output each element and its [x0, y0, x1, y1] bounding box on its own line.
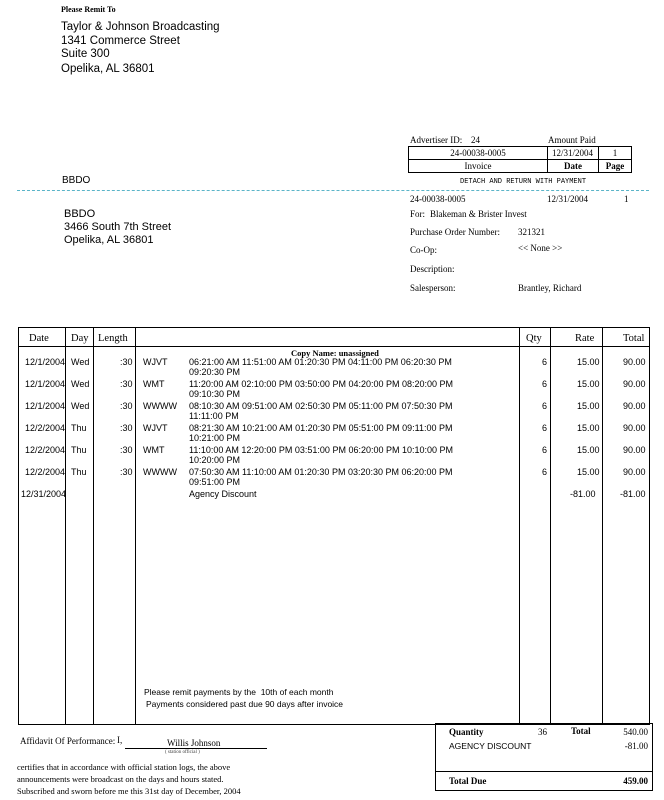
station-official-caption: ( station official ): [165, 750, 200, 755]
row-day: Wed: [71, 357, 90, 367]
table-row: [19, 445, 649, 467]
row-rate: 15.00: [577, 467, 600, 477]
row-qty: 6: [542, 467, 548, 477]
row-length: :30: [120, 379, 133, 389]
agency-discount-value: -81.00: [624, 741, 648, 751]
row-date: 12/2/2004: [25, 445, 66, 455]
row-times-cont: 10:20:00 PM: [189, 455, 241, 465]
row-length: :30: [120, 401, 133, 411]
row-date: 12/2/2004: [25, 467, 66, 477]
row-rate: 15.00: [577, 401, 600, 411]
row-qty: 6: [542, 379, 548, 389]
row-day: Thu: [71, 445, 87, 455]
total-label: Total: [571, 726, 591, 736]
line-items-table: [18, 327, 650, 725]
detach-text: DETACH AND RETURN WITH PAYMENT: [460, 178, 587, 186]
row-station: WWWW: [143, 467, 177, 477]
past-due-note: Payments considered past due 90 days after invoice: [146, 699, 344, 709]
affidavit-line: certifies that in accordance with official station logs, the above: [17, 762, 231, 772]
row-times-cont: 10:21:00 PM: [189, 433, 241, 443]
row-total: 90.00: [623, 467, 646, 477]
discount-total: -81.00: [620, 489, 646, 499]
table-row: [19, 357, 649, 379]
billto-line: 3466 South 7th Street: [64, 221, 172, 233]
row-length: :30: [120, 423, 133, 433]
affidavit-name: Willis Johnson: [167, 738, 221, 748]
salesperson-label: Salesperson:: [410, 283, 456, 293]
totals-box: [435, 723, 653, 791]
row-total: 90.00: [623, 379, 646, 389]
payment-stub-table: [408, 146, 632, 173]
row-station: WJVT: [143, 357, 168, 367]
po-label: Purchase Order Number:: [410, 227, 500, 237]
col-header-date: Date: [29, 333, 49, 344]
table-row: [19, 467, 649, 489]
row-day: Wed: [71, 379, 90, 389]
po-value: 321321: [518, 227, 545, 237]
stub-invoice-label: Invoice: [409, 160, 548, 173]
row-times: 11:20:00 AM 02:10:00 PM 03:50:00 PM 04:20:00 PM 08:20:00 PM: [189, 379, 454, 389]
agency-discount-label: AGENCY DISCOUNT: [449, 741, 532, 751]
stub-invoice-number: 24-00038-0005: [409, 147, 548, 160]
details-date: 12/31/2004: [547, 194, 589, 204]
billto-line: BBDO: [64, 208, 96, 220]
row-times-cont: 09:10:30 PM: [189, 389, 241, 399]
for-value: Blakeman & Brister Invest: [430, 209, 527, 219]
discount-label: Agency Discount: [189, 489, 257, 499]
row-times: 07:50:30 AM 11:10:00 AM 01:20:30 PM 03:20:30 PM 06:20:00 PM: [189, 467, 453, 477]
discount-row: [19, 489, 649, 511]
copy-name: Copy Name: unassigned: [291, 348, 379, 358]
row-date: 12/1/2004: [25, 401, 66, 411]
table-row: [19, 401, 649, 423]
row-times: 06:21:00 AM 11:51:00 AM 01:20:30 PM 04:11:00 PM 06:20:30 PM: [189, 357, 452, 367]
row-day: Thu: [71, 423, 87, 433]
payment-terms-note: Please remit payments by the 10th of each month: [144, 687, 334, 697]
row-length: :30: [120, 445, 133, 455]
details-page: 1: [624, 194, 629, 204]
row-rate: 15.00: [577, 445, 600, 455]
row-total: 90.00: [623, 401, 646, 411]
row-total: 90.00: [623, 445, 646, 455]
affidavit-line: announcements were broadcast on the days and hours stated.: [17, 774, 224, 784]
advertiser-id-value: 24: [471, 135, 480, 145]
row-day: Thu: [71, 467, 87, 477]
salesperson-value: Brantley, Richard: [518, 283, 582, 293]
row-qty: 6: [542, 401, 548, 411]
discount-date: 12/31/2004: [21, 489, 67, 499]
row-day: Wed: [71, 401, 90, 411]
table-row: [19, 423, 649, 445]
affidavit-line: Subscribed and sworn before me this 31st day of December, 2004: [17, 786, 241, 796]
quantity-label: Quantity: [449, 727, 484, 737]
row-qty: 6: [542, 357, 548, 367]
row-qty: 6: [542, 445, 548, 455]
row-date: 12/1/2004: [25, 357, 66, 367]
table-row: [19, 379, 649, 401]
affidavit-label: Affidavit Of Performance:: [20, 736, 116, 746]
row-total: 90.00: [623, 357, 646, 367]
row-times: 11:10:00 AM 12:20:00 PM 03:51:00 PM 06:20:00 PM 10:10:00 PM: [189, 445, 454, 455]
row-times-cont: 09:20:30 PM: [189, 367, 241, 377]
row-length: :30: [120, 357, 133, 367]
row-date: 12/2/2004: [25, 423, 66, 433]
col-header-rate: Rate: [575, 333, 595, 344]
row-times: 08:21:30 AM 10:21:00 AM 01:20:30 PM 05:51:00 PM 09:11:00 PM: [189, 423, 453, 433]
row-station: WJVT: [143, 423, 168, 433]
stub-agency-name: BBDO: [62, 175, 91, 186]
row-times-cont: 11:11:00 PM: [189, 411, 239, 421]
remit-heading: Please Remit To: [61, 5, 116, 14]
remit-line: 1341 Commerce Street: [61, 35, 180, 47]
stub-page-label: Page: [599, 160, 632, 173]
row-station: WMT: [143, 379, 165, 389]
totals-divider: [436, 771, 652, 772]
row-rate: 15.00: [577, 379, 600, 389]
row-length: :30: [120, 467, 133, 477]
header-divider: [19, 346, 649, 347]
row-station: WWWW: [143, 401, 177, 411]
amount-paid-label: Amount Paid: [548, 135, 596, 145]
description-label: Description:: [410, 264, 455, 274]
billto-line: Opelika, AL 36801: [64, 234, 154, 246]
coop-label: Co-Op:: [410, 245, 437, 255]
remit-line: Opelika, AL 36801: [61, 63, 155, 75]
stub-date: 12/31/2004: [548, 147, 599, 160]
stub-page: 1: [599, 147, 632, 160]
remit-line: Taylor & Johnson Broadcasting: [61, 21, 220, 33]
stub-date-label: Date: [548, 160, 599, 173]
details-invoice-number: 24-00038-0005: [410, 194, 466, 204]
total-due-label: Total Due: [449, 776, 487, 786]
remit-line: Suite 300: [61, 48, 110, 60]
advertiser-id-label: Advertiser ID:: [410, 135, 463, 145]
discount-rate: -81.00: [570, 489, 596, 499]
row-qty: 6: [542, 423, 548, 433]
for-label: For:: [410, 209, 426, 219]
row-rate: 15.00: [577, 423, 600, 433]
col-header-qty: Qty: [526, 333, 542, 344]
row-times: 08:10:30 AM 09:51:00 AM 02:50:30 PM 05:11:00 PM 07:50:30 PM: [189, 401, 453, 411]
coop-value: << None >>: [518, 243, 563, 253]
row-total: 90.00: [623, 423, 646, 433]
total-value: 540.00: [623, 727, 648, 737]
col-header-length: Length: [98, 333, 128, 344]
row-times-cont: 09:51:00 PM: [189, 477, 241, 487]
quantity-value: 36: [538, 727, 547, 737]
total-due-value: 459.00: [623, 776, 648, 786]
row-rate: 15.00: [577, 357, 600, 367]
affidavit-i: I,: [117, 735, 123, 745]
signature-line: [125, 748, 267, 749]
row-station: WMT: [143, 445, 165, 455]
col-header-day: Day: [71, 333, 89, 344]
detach-line: [17, 190, 649, 191]
col-header-total: Total: [623, 333, 645, 344]
row-date: 12/1/2004: [25, 379, 66, 389]
